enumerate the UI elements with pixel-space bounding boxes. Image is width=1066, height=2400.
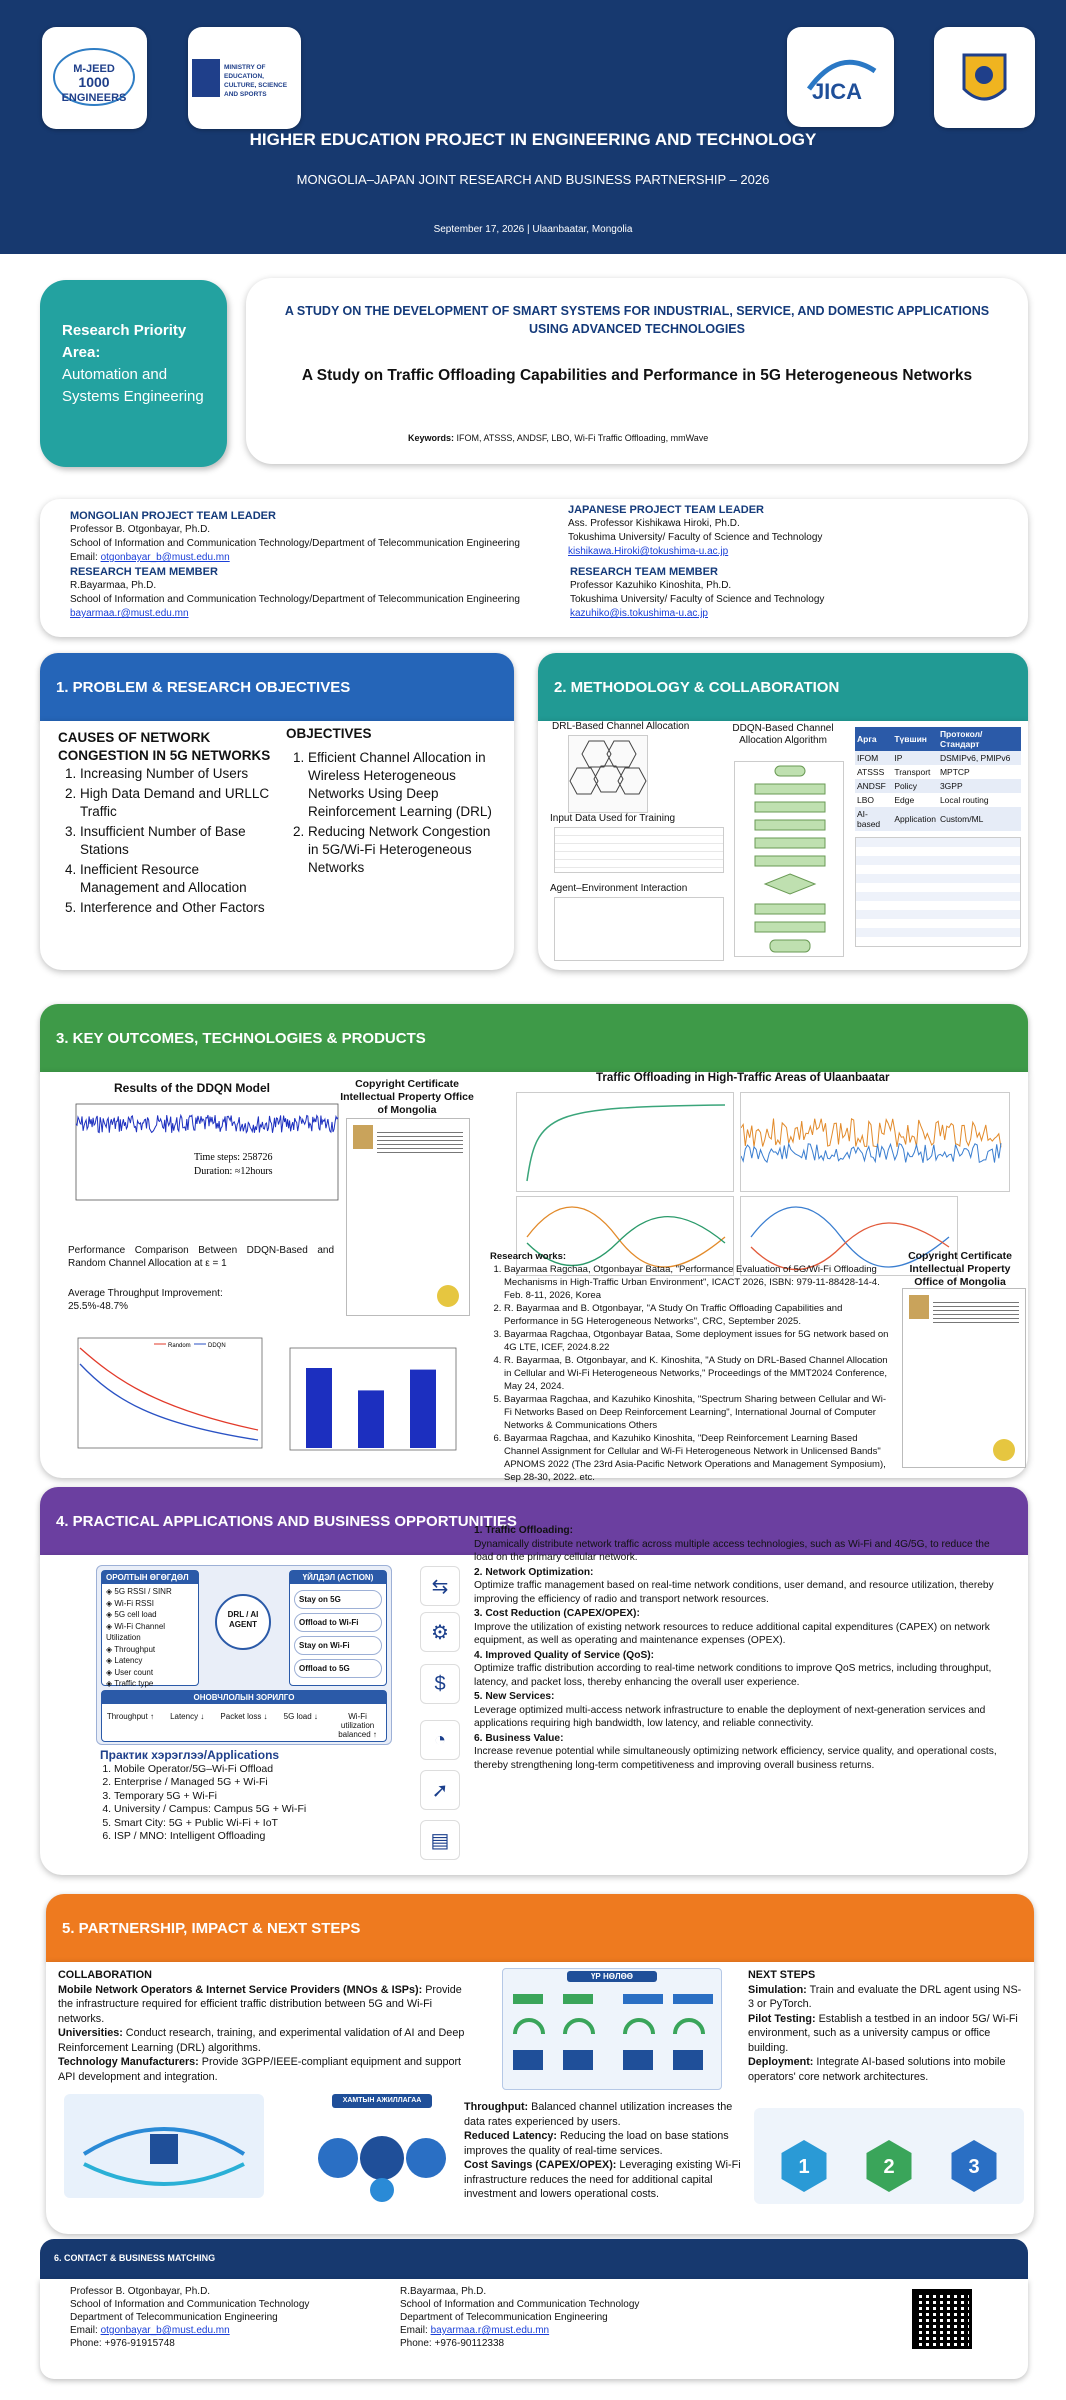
section-2-header: 2. METHODOLOGY & COLLABORATION xyxy=(538,653,1028,721)
collaboration-text: COLLABORATION Mobile Network Operators & Internet Service Providers (MNOs & ISPs): Provide the infrastructure required for efficient traffic distribution between 5G and Wi-Fi networks. Universities: Conduct research, training, and experimental validation of AI and Deep Reinforcement Learning (DRL) algorithms. Technology Manufacturers: Provide 3GPP/IEEE-compliant equipment and support API development and integration. xyxy=(58,1968,478,2084)
section-2-body: DRL-Based Channel Allocation Input Data Used for Training Agent–Environment Interaction DDQN-Based Channel Allocation Algorithm Арга Түвшин Протокол/ Стандарт IFOM IP DSMIPv6, PMIPv6 ATSSS Transport MPTCP ANDSF Policy 3GPP LBO Edge Local routing AI-based Application Custom/ML xyxy=(538,721,1028,970)
input-item: ◈ Wi-Fi Channel Utilization xyxy=(106,1621,166,1642)
input-item: ◈ Latency xyxy=(106,1656,143,1665)
ministry-logo: MINISTRY OF EDUCATION, CULTURE, SCIENCE AND SPORTS xyxy=(188,27,301,129)
agent-environment-diagram xyxy=(554,897,724,961)
cause-item: 4. Inefficient Resource Management and Allocation xyxy=(80,861,273,897)
research-work-item: 4. R. Bayarmaa, B. Otgonbayar, and K. Kinoshita, "A Study on DRL-Based Channel Allocation in Cellular and Wi-Fi Heterogeneous Networks," Proceedings of the MMT2024 Conference, May 24, 2024. xyxy=(504,1354,890,1393)
contact-body xyxy=(40,2279,1028,2379)
step-number: 2 xyxy=(883,2156,895,2178)
svg-text:JICA: JICA xyxy=(811,79,863,104)
ddqn-reward-chart xyxy=(54,1098,340,1216)
research-priority-box: Research Priority Area: Automation and Systems Engineering xyxy=(40,280,227,467)
goal-item: Packet loss ↓ xyxy=(220,1712,268,1721)
coins-icon: $ xyxy=(420,1664,460,1704)
gear-icon: ⚙ xyxy=(420,1612,460,1652)
cause-item: 5. Interference and Other Factors xyxy=(80,899,273,917)
emblem-icon xyxy=(192,59,220,97)
japanese-team: JAPANESE PROJECT TEAM LEADER Ass. Professor Kishikawa Hiroki, Ph.D. Tokushima University/ Faculty of Science and Technology kishikawa.Hiroki@tokushima-u.ac.jp RESEARCH TEAM MEMBER Professor Kazuhiko Kinoshita, Ph.D. Tokushima University/ Faculty of Science and Technology kazuhiko@is.tokushima-u.ac.jp xyxy=(568,503,868,621)
input-item: ◈ User count xyxy=(106,1667,154,1677)
team-box xyxy=(40,499,1028,637)
svg-text:M-JEED: M-JEED xyxy=(73,63,115,75)
goal-item: Latency ↓ xyxy=(170,1712,205,1721)
section-5-header: 5. PARTNERSHIP, IMPACT & NEXT STEPS xyxy=(46,1894,1034,1962)
table-row: IFOM IP DSMIPv6, PMIPv6 xyxy=(855,751,1021,765)
training-input-table xyxy=(554,827,724,873)
ddqn-flowchart xyxy=(734,761,844,957)
application-item: 6. ISP / MNO: Intelligent Offloading xyxy=(114,1830,400,1844)
table-row: LBO Edge Local routing xyxy=(855,793,1021,807)
traffic-chart-1 xyxy=(516,1092,734,1192)
research-works: Research works: 1. Bayarmaa Ragchaa, Otgonbayar Bataa, "Performance Evaluation of 5G/Wi-Fi Offloading Mechanisms in High-Traffic Urban Environment", ICACT 2026, ISBN: 979-11-88428-14-4. Feb. 8-11, 2026, Korea 2. R. Bayarmaa and B. Otgonbayar, "A Study On Traffic Offloading Capabilities and Performance in 5G Heterogeneous Networks", CRC, September 2025. 3. Bayarmaa Ragchaa, Otgonbayar Bataa, Some deployment issues for 5G network based on 4G LTE, ICEF, 2024.8.22 4. R. Bayarmaa, B. Otgonbayar, and K. Kinoshita, "A Study on DRL-Based Channel Allocation in Cellular and Wi-Fi Heterogeneous Networks," Proceedings of the MMT2024 Conference, May 24, 2024. 5. Bayarmaa Ragchaa, and Kazuhiko Kinoshita, "Spectrum Sharing between Cellular and Wi-Fi Networks Based on Deep Reinforcement Learning", International Journal of Computer Networks & Communications Others 6. Bayarmaa Ragchaa, and Kazuhiko Kinoshita, "Deep Reinforcement Learning Based Channel Assignment for Cellular and Wi-Fi Heterogeneous Network in Unlicensed Bands" APNOMS 2022 (The 23rd Asia-Pacific Network Operations and Management Symposium), Sep 28-30, 2022. etc. xyxy=(490,1250,890,1484)
table-header: Арга xyxy=(857,734,877,744)
next-steps-text: NEXT STEPS Simulation: Train and evaluate the DRL agent using NS-3 or PyTorch. Pilot Testing: Establish a testbed in an indoor 5G/ Wi-Fi environment, such as a university campus or office building. Deployment: Integrate AI-based solutions into mobile operators' core network architectures. xyxy=(748,1968,1024,2084)
comparison-table xyxy=(855,837,1021,947)
step-number: 1 xyxy=(798,2156,810,2178)
poster-header xyxy=(0,0,1066,254)
svg-text:ENGINEERS: ENGINEERS xyxy=(61,92,127,104)
svg-text:Duration: ≈12hours: Duration: ≈12hours xyxy=(194,1166,273,1177)
business-item: 5. New Services: Leverage optimized multi-access network infrastructure to enable the deployment of next-generation services and applications requiring high bandwidth, low latency, and reliable connectivity. xyxy=(474,1691,986,1729)
step-number: 3 xyxy=(968,2156,980,2178)
cause-item: 2. High Data Demand and URLLC Traffic xyxy=(80,785,273,821)
impact-item: Throughput: Balanced channel utilization increases the data rates experienced by users. xyxy=(464,2101,733,2128)
objectives-list: OBJECTIVES 1. Efficient Channel Allocation in Wireless Heterogeneous Networks Using Deep Reinforcement Learning (DRL) 2. Reducing Network Congestion in 5G/Wi-Fi Heterogeneous Networks xyxy=(286,725,501,879)
next-step-item: Pilot Testing: Establish a testbed in an indoor 5G/ Wi-Fi environment, such as a university campus or office building. xyxy=(748,2012,1018,2054)
throughput-bar xyxy=(306,1368,332,1448)
contact-person-1: Professor B. Otgonbayar, Ph.D. School of Information and Communication Technology Department of Telecommunication Engineering Email: otgonbayar_b@must.edu.mn Phone: +976-91915748 xyxy=(70,2286,310,2349)
application-item: 5. Smart City: 5G + Public Wi-Fi + IoT xyxy=(114,1817,400,1831)
section-4-header: 4. PRACTICAL APPLICATIONS AND BUSINESS OPPORTUNITIES xyxy=(40,1487,1028,1555)
svg-text:DDQN: DDQN xyxy=(208,1343,226,1349)
poster-title: HIGHER EDUCATION PROJECT IN ENGINEERING AND TECHNOLOGY xyxy=(249,130,817,149)
study-subtitle: A STUDY ON THE DEVELOPMENT OF SMART SYSTEMS FOR INDUSTRIAL, SERVICE, AND DOMESTIC APPLICATIONS USING ADVANCED TECHNOLOGIES xyxy=(284,304,990,336)
cause-item: 3. Insufficient Number of Base Stations xyxy=(80,823,273,859)
svg-text:Time steps: 258726: Time steps: 258726 xyxy=(194,1152,273,1163)
gauge-icon: ◔ xyxy=(420,1720,460,1760)
contact-header: 6. CONTACT & BUSINESS MATCHING xyxy=(40,2239,1028,2279)
cause-item: 1. Increasing Number of Users xyxy=(80,765,273,783)
network-hub-icon: ⇆ xyxy=(420,1566,460,1606)
application-item: 3. Temporary 5G + Wi-Fi xyxy=(114,1790,400,1804)
table-header: Түвшин xyxy=(894,734,927,744)
ai-agent-icon: DRL / AI AGENT xyxy=(215,1594,271,1650)
jica-logo xyxy=(787,27,894,127)
table-header: Протокол/ Стандарт xyxy=(939,729,983,749)
traffic-chart-2 xyxy=(740,1092,1010,1192)
business-opportunities xyxy=(474,1524,1004,1773)
email-link[interactable]: bayarmaa.r@must.edu.mn xyxy=(70,608,189,619)
collaboration-item: Mobile Network Operators & Internet Service Providers (MNOs & ISPs): Provide the infrastructure required for efficient traffic distribution between 5G and Wi-Fi networks. xyxy=(58,1983,462,2025)
network-offload-illustration xyxy=(64,2094,264,2198)
next-step-item: Deployment: Integrate AI-based solutions into mobile operators' core network architectures. xyxy=(748,2056,1006,2083)
table-row: AI-based Application Custom/ML xyxy=(855,807,1021,831)
research-work-item: 3. Bayarmaa Ragchaa, Otgonbayar Bataa, Some deployment issues for 5G network based on 4G LTE, ICEF, 2024.8.22 xyxy=(504,1328,890,1354)
business-item: 4. Improved Quality of Service (QoS): Optimize traffic distribution according to real-time network conditions to improve QoS metrics, including throughput, latency, and packet loss, thereby enhancing the overall user experience. xyxy=(474,1649,992,1688)
qr-code-icon[interactable] xyxy=(912,2289,972,2349)
collaboration-item: Technology Manufacturers: Provide 3GPP/IEEE-compliant equipment and support API development and integration. xyxy=(58,2056,462,2083)
mjeed-logo xyxy=(42,27,147,129)
study-title-box xyxy=(246,278,1028,464)
research-work-item: 1. Bayarmaa Ragchaa, Otgonbayar Bataa, "Performance Evaluation of 5G/Wi-Fi Offloading Mechanisms in High-Traffic Urban Environment", ICACT 2026, ISBN: 979-11-88428-14-4. Feb. 8-11, 2026, Korea xyxy=(504,1263,890,1302)
next-steps-hexagons xyxy=(754,2108,1024,2204)
research-work-item: 6. Bayarmaa Ragchaa, and Kazuhiko Kinoshita, "Deep Reinforcement Learning Based Channel Assignment for Cellular and Wi-Fi Heterogeneous Network in Unlicensed Bands" APNOMS 2022 (The 23rd Asia-Pacific Network Operations and Management Symposium), Sep 28-30, 2022. etc. xyxy=(504,1432,890,1484)
goal-item: 5G load ↓ xyxy=(283,1712,318,1721)
svg-text:Random: Random xyxy=(168,1343,191,1349)
university-logo xyxy=(934,27,1035,128)
input-item: ◈ 5G RSSI / SINR xyxy=(106,1587,172,1596)
next-step-item: Simulation: Train and evaluate the DRL agent using NS-3 or PyTorch. xyxy=(748,1983,1022,2010)
research-work-item: 5. Bayarmaa Ragchaa, and Kazuhiko Kinoshita, "Spectrum Sharing between Cellular and Wi-Fi Networks Based on Deep Reinforcement Learning", International Journal of Computer Networks & Communications Others xyxy=(504,1393,890,1432)
applications-list: Практик хэрэглээ/Applications 1. Mobile Operator/5G–Wi-Fi Offload 2. Enterprise / Managed 5G + Wi-Fi 3. Temporary 5G + Wi-Fi 4. University / Campus: Campus 5G + Wi-Fi 5. Smart City: 5G + Public Wi-Fi + IoT 6. ISP / MNO: Intelligent Offloading xyxy=(100,1749,400,1844)
email-link[interactable]: kazuhiko@is.tokushima-u.ac.jp xyxy=(570,608,708,619)
results-dashboard: ҮР НӨЛӨӨ xyxy=(502,1968,722,2090)
email-link[interactable]: kishikawa.Hiroki@tokushima-u.ac.jp xyxy=(568,546,729,557)
mongolian-team: MONGOLIAN PROJECT TEAM LEADER Professor B. Otgonbayar, Ph.D. School of Information and Communication Technology/Department of Telecommunication Engineering Email: otgonbayar_b@must.edu.mn RESEARCH TEAM MEMBER R.Bayarmaa, Ph.D. School of Information and Communication Technology/Department of Telecommunication Engineering bayarmaa.r@must.edu.mn xyxy=(70,509,600,621)
section-3-header: 3. KEY OUTCOMES, TECHNOLOGIES & PRODUCTS xyxy=(40,1004,1028,1072)
drl-agent-diagram: ОРОЛТЫН ӨГӨГДӨЛ ◈ 5G RSSI / SINR ◈ Wi-Fi RSSI ◈ 5G cell load ◈ Wi-Fi Channel Utilization ◈ Throughput ◈ Latency ◈ User count ◈ Traffic type DRL / AI AGENT ҮЙЛДЭЛ (ACTION) Stay on 5G Offload to Wi-Fi Stay on Wi-Fi Offload to 5G ОНОВЧЛОЛЫН ЗОРИЛГО Throughput ↑ Latency ↓ Packet loss ↓ 5G load ↓ Wi-Fi utilization balanced ↑ xyxy=(96,1565,392,1745)
collaboration-item: Universities: Conduct research, training, and experimental validation of AI and Deep Reinforcement Learning (DRL) algorithms. xyxy=(58,2027,465,2054)
business-item: 6. Business Value: Increase revenue potential while simultaneously optimizing network efficiency, service quality, and operational costs, thereby strengthening long-term competitiveness and improving overall business returns. xyxy=(474,1732,997,1771)
rocket-icon: ➚ xyxy=(420,1770,460,1810)
method-table xyxy=(855,727,1021,831)
action-item: Offload to Wi-Fi xyxy=(294,1613,382,1632)
drl-hex-diagram xyxy=(568,735,648,813)
business-item: 2. Network Optimization: Optimize traffic management based on real-time network conditions, user demand, and resource utilization, thereby improving the efficiency of radio and transport network resources. xyxy=(474,1566,994,1605)
application-item: 4. University / Campus: Campus 5G + Wi-Fi xyxy=(114,1803,400,1817)
input-item: ◈ Traffic type xyxy=(106,1679,154,1688)
email-link[interactable]: otgonbayar_b@must.edu.mn xyxy=(100,552,230,563)
chart-icon: ▤ xyxy=(420,1820,460,1860)
study-title: A Study on Traffic Offloading Capabilities and Performance in 5G Heterogeneous Networks xyxy=(301,367,973,384)
application-item: 2. Enterprise / Managed 5G + Wi-Fi xyxy=(114,1776,400,1790)
svg-text:1000: 1000 xyxy=(78,74,110,90)
copyright-certificate-1 xyxy=(346,1118,470,1316)
partnership-circle-diagram: ХАМТЫН АЖИЛЛАГАА xyxy=(312,2094,452,2202)
business-item: 3. Cost Reduction (CAPEX/OPEX): Improve the utilization of existing network resources to reduce additional capital expenditures (CAPEX) on network equipment, as well as operating and maintenance expenses (OPEX). xyxy=(474,1608,990,1646)
action-item: Stay on Wi-Fi xyxy=(294,1636,382,1655)
action-item: Stay on 5G xyxy=(294,1590,382,1609)
table-row: ATSSS Transport MPTCP xyxy=(855,765,1021,779)
throughput-bar-chart xyxy=(272,1342,462,1466)
table-row: ANDSF Policy 3GPP xyxy=(855,779,1021,793)
goal-item: Throughput ↑ xyxy=(106,1712,154,1721)
objective-item: 2. Reducing Network Congestion in 5G/Wi-Fi Heterogeneous Networks xyxy=(308,823,501,877)
input-item: ◈ Wi-Fi RSSI xyxy=(106,1598,154,1608)
business-item: 1. Traffic Offloading: Dynamically distribute network traffic across multiple access technologies, such as Wi-Fi and 4G/5G, to reduce the load on the primary cellular network. xyxy=(474,1525,990,1563)
email-link[interactable]: otgonbayar_b@must.edu.mn xyxy=(100,2325,230,2336)
application-item: 1. Mobile Operator/5G–Wi-Fi Offload xyxy=(114,1763,400,1777)
copyright-certificate-2 xyxy=(902,1288,1026,1468)
impact-text xyxy=(464,2100,744,2202)
poster-subtitle: MONGOLIA–JAPAN JOINT RESEARCH AND BUSINESS PARTNERSHIP – 2026 xyxy=(296,172,770,187)
goal-item: Wi-Fi utilization balanced ↑ xyxy=(338,1712,377,1739)
email-link[interactable]: bayarmaa.r@must.edu.mn xyxy=(430,2325,550,2336)
causes-list: CAUSES OF NETWORK CONGESTION IN 5G NETWORKS 1. Increasing Number of Users 2. High Data Demand and URLLC Traffic 3. Insufficient Number of Base Stations 4. Inefficient Resource Management and Allocation 5. Interference and Other Factors xyxy=(58,729,273,919)
action-item: Offload to 5G xyxy=(294,1659,382,1678)
section-1-header: 1. PROBLEM & RESEARCH OBJECTIVES xyxy=(40,653,514,721)
impact-item: Cost Savings (CAPEX/OPEX): Leveraging existing Wi-Fi infrastructure reduces the need for additional capital investment and lowers operational costs. xyxy=(464,2159,741,2200)
impact-item: Reduced Latency: Reducing the load on base stations improves the quality of real-time services. xyxy=(464,2130,729,2157)
keywords: Keywords: IFOM, ATSSS, ANDSF, LBO, Wi-Fi Traffic Offloading, mmWave xyxy=(408,433,709,443)
input-item: ◈ 5G cell load xyxy=(106,1610,157,1619)
input-item: ◈ Throughput xyxy=(106,1644,156,1654)
research-work-item: 2. R. Bayarmaa and B. Otgonbayar, "A Study On Traffic Offloading Capabilities and Performance in 5G Heterogeneous Networks", CRC, September 2025. xyxy=(504,1302,890,1328)
throughput-bar xyxy=(358,1390,384,1448)
objective-item: 1. Efficient Channel Allocation in Wireless Heterogeneous Networks Using Deep Reinforcement Learning (DRL) xyxy=(308,749,501,821)
throughput-line-chart xyxy=(54,1328,266,1468)
poster-date: September 17, 2026 | Ulaanbaatar, Mongolia xyxy=(433,224,633,235)
throughput-bar xyxy=(410,1370,436,1448)
section-3-body: Results of the DDQN Model Time steps: 258726 Duration: ≈12hours Copyright Certificate Intellectual Property Office of Mongolia Performance Comparison Between DDQN-Based and Random Channel Allocation at ε = 1 Average Throughput Improvement: 25.5%-48.7% Random DDQN Traffic Offloading in High-Traffic Areas of Ulaanbaatar Research works: 1. Bayarmaa Ragchaa, Otgonbayar Bataa, "Performance Evaluation of 5G/Wi-Fi Offloading Mechanisms in High-Traffic Urban Environment", ICACT 2026, ISBN: 979-11-88428-14-4. Feb. 8-11, 2026, Korea 2. R. Bayarmaa and B. Otgonbayar, "A Study On Traffic Offloading Capabilities and Performance in 5G Heterogeneous Networks", CRC, September 2025. 3. Bayarmaa Ragchaa, Otgonbayar Bataa, Some deployment issues for 5G network based on 4G LTE, ICEF, 2024.8.22 4. R. Bayarmaa, B. Otgonbayar, and K. Kinoshita, "A Study on DRL-Based Channel Allocation in Cellular and Wi-Fi Heterogeneous Networks," Proceedings of the MMT2024 Conference, May 24, 2024. 5. Bayarmaa Ragchaa, and Kazuhiko Kinoshita, "Spectrum Sharing between Cellular and Wi-Fi Networks Based on Deep Reinforcement Learning", International Journal of Computer Networks & Communications Others 6. Bayarmaa Ragchaa, and Kazuhiko Kinoshita, "Deep Reinforcement Learning Based Channel Assignment for Cellular and Wi-Fi Heterogeneous Network in Unlicensed Bands" APNOMS 2022 (The 23rd Asia-Pacific Network Operations and Management Symposium), Sep 28-30, 2022. etc. Copyright Certificate Intellectual Property Office of Mongolia xyxy=(40,1072,1028,1478)
contact-person-2: R.Bayarmaa, Ph.D. School of Information and Communication Technology Department of Telecommunication Engineering Email: bayarmaa.r@must.edu.mn Phone: +976-90112338 xyxy=(400,2286,640,2349)
section-1-body xyxy=(40,721,514,970)
